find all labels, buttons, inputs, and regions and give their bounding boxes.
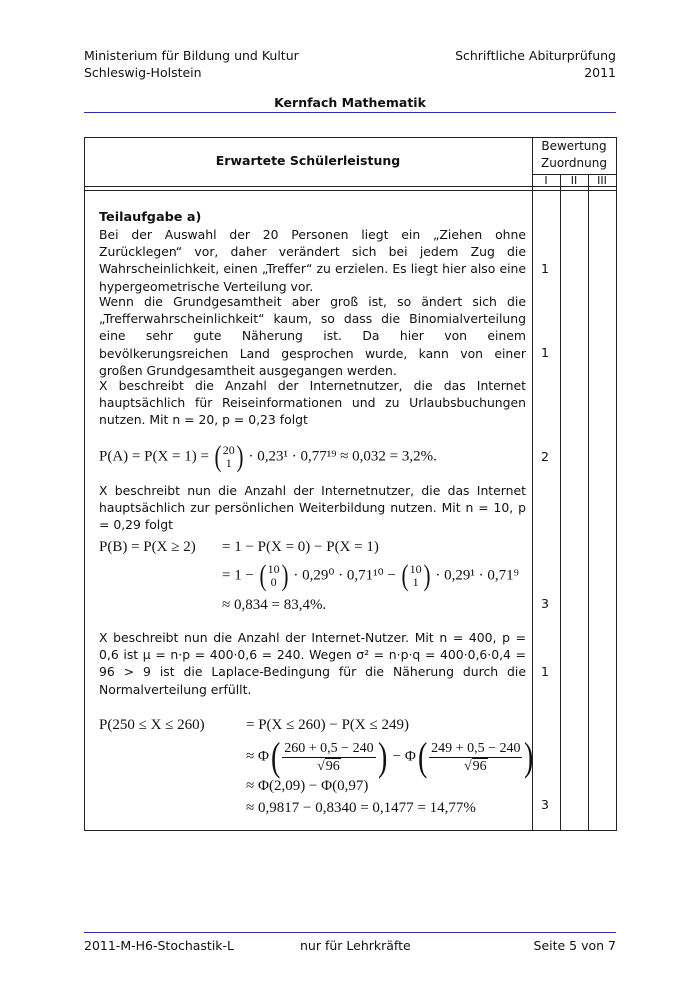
paragraph-event-a: X beschreibt die Anzahl der Internetnutzer, die das Internet hauptsächlich für Reiseinformationen und zu Urlaubsbuchungen nutzen. Mit n = 20, p = 0,23 folgt [99,378,526,428]
score-5: 1 [541,664,549,679]
equation-c-line2: ≈ Φ( $\frac{260 + 0,5 - 240}{√96}$ ) − Φ( $\frac{249 + 0,5 - 240}{√96}$ ) [246,734,534,779]
footer-rule [84,932,616,933]
equation-b-line2-b: · 0,29⁰ · 0,71¹⁰ − [293,567,396,584]
col-header-II: II [570,174,578,187]
binom-bottom: 0 [270,575,277,589]
equation-c-minus-phi: − Φ [392,748,416,765]
paragraph-event-b: X beschreibt nun die Anzahl der Internetnutzer, die das Internet hauptsächlich zur persönlichen Weiterbildung nutzen. Mit n = 10, p = 0,29 folgt [99,483,526,533]
equation-b-lhs: P(B) = P(X ≥ 2) [99,539,196,555]
score-col-divider-2 [560,174,561,830]
bewertung-label: Bewertung [541,139,607,153]
binom-top: 20 [222,443,235,457]
binom-20-1: ( 20 1 ) [214,440,244,473]
score-4: 3 [541,596,549,611]
binom-10-0: ( 10 0 ) [259,559,289,592]
footer-page-number: Seite 5 von 7 [533,938,616,953]
score-6: 3 [541,797,549,812]
fraction-1-denominator: 96 [325,758,340,774]
fraction-1: $\frac{260 + 0,5 - 240}{√96}$ [284,740,374,774]
equation-c-line3: ≈ Φ(2,09) − Φ(0,97) [246,778,369,794]
equation-c-line2-approx: ≈ Φ [246,748,269,765]
fraction-2-numerator: 249 + 0,5 − 240 [431,740,521,756]
col-header-III: III [597,174,607,187]
zuordnung-label: Zuordnung [541,156,607,170]
fraction-2: $\frac{249 + 0,5 - 240}{√96}$ [431,740,521,774]
score-3: 2 [541,449,549,464]
binom-bottom: 1 [225,456,232,470]
equation-a-lhs: P(A) = P(X = 1) = [99,448,209,465]
paragraph-normal-approx: X beschreibt nun die Anzahl der Internet-Nutzer. Mit n = 400, p = 0,6 ist μ = n·p = 400·0,6 = 240. Wegen σ² = n·p·q = 400·0,6·0,4 = 96 > 9 ist die Laplace-Bedingung für die Näherung durch die Normalverteilung erfüllt. [99,630,526,697]
equation-c-line4: ≈ 0,9817 − 0,8340 = 0,1477 = 14,77% [246,800,476,816]
footer-audience: nur für Lehrkräfte [300,938,411,953]
score-col-divider-3 [588,174,589,830]
binom-bottom: 1 [412,575,419,589]
footer-doc-id: 2011-M-H6-Stochastik-L [84,938,235,953]
header-rule [84,112,616,113]
equation-b-line3: ≈ 0,834 = 83,4%. [222,597,327,613]
equation-b-line2-a: = 1 − [222,567,254,584]
ministry-name: Ministerium für Bildung und Kultur [84,48,299,63]
equation-a-rhs: · 0,23¹ · 0,77¹⁹ ≈ 0,032 = 3,2%. [248,448,437,465]
paragraph-hypergeometric: Bei der Auswahl der 20 Personen liegt ein „Ziehen ohne Zurücklegen“ vor, daher verändert sich bei jedem Zug die Wahrscheinlichkeit, einen „Treffer“ zu erzielen. Es liegt hier also eine hypergeometrische Verteilung vor. [99,227,526,294]
binom-10-1: ( 10 1 ) [401,559,431,592]
score-2: 1 [541,345,549,360]
equation-c-lhs: P(250 ≤ X ≤ 260) [99,717,205,733]
table-header-line-2 [84,190,616,191]
equation-c-line1: = P(X ≤ 260) − P(X ≤ 249) [246,717,409,733]
score-1: 1 [541,261,549,276]
equation-b-line2-c: · 0,29¹ · 0,71⁹ [435,567,519,584]
col-header-I: I [544,174,548,187]
exam-year: 2011 [584,65,616,80]
subject-title: Kernfach Mathematik [274,95,426,110]
fraction-2-denominator: 96 [472,758,487,774]
equation-b-line1: = 1 − P(X = 0) − P(X = 1) [222,539,379,555]
expected-performance-heading: Erwartete Schülerleistung [215,153,401,168]
part-title: Teilaufgabe a) [99,210,202,225]
equation-a [99,442,437,472]
binom-top: 10 [409,562,422,576]
paragraph-binomial: Wenn die Grundgesamtheit aber groß ist, so ändert sich die „Trefferwahrscheinlichkeit“ kaum, so dass die Binomialverteilung eine sehr gute Näherung ist. Da hier von einem bevölkerungsreichen Land gesprochen wurde, kann von einer großen Grundgesamtheit ausgegangen werden. [99,294,526,378]
state-name: Schleswig-Holstein [84,65,202,80]
exam-title: Schriftliche Abiturprüfung [455,48,616,63]
score-col-divider [532,137,533,830]
fraction-1-numerator: 260 + 0,5 − 240 [284,740,374,756]
equation-b-line2 [222,561,519,591]
binom-top: 10 [267,562,280,576]
